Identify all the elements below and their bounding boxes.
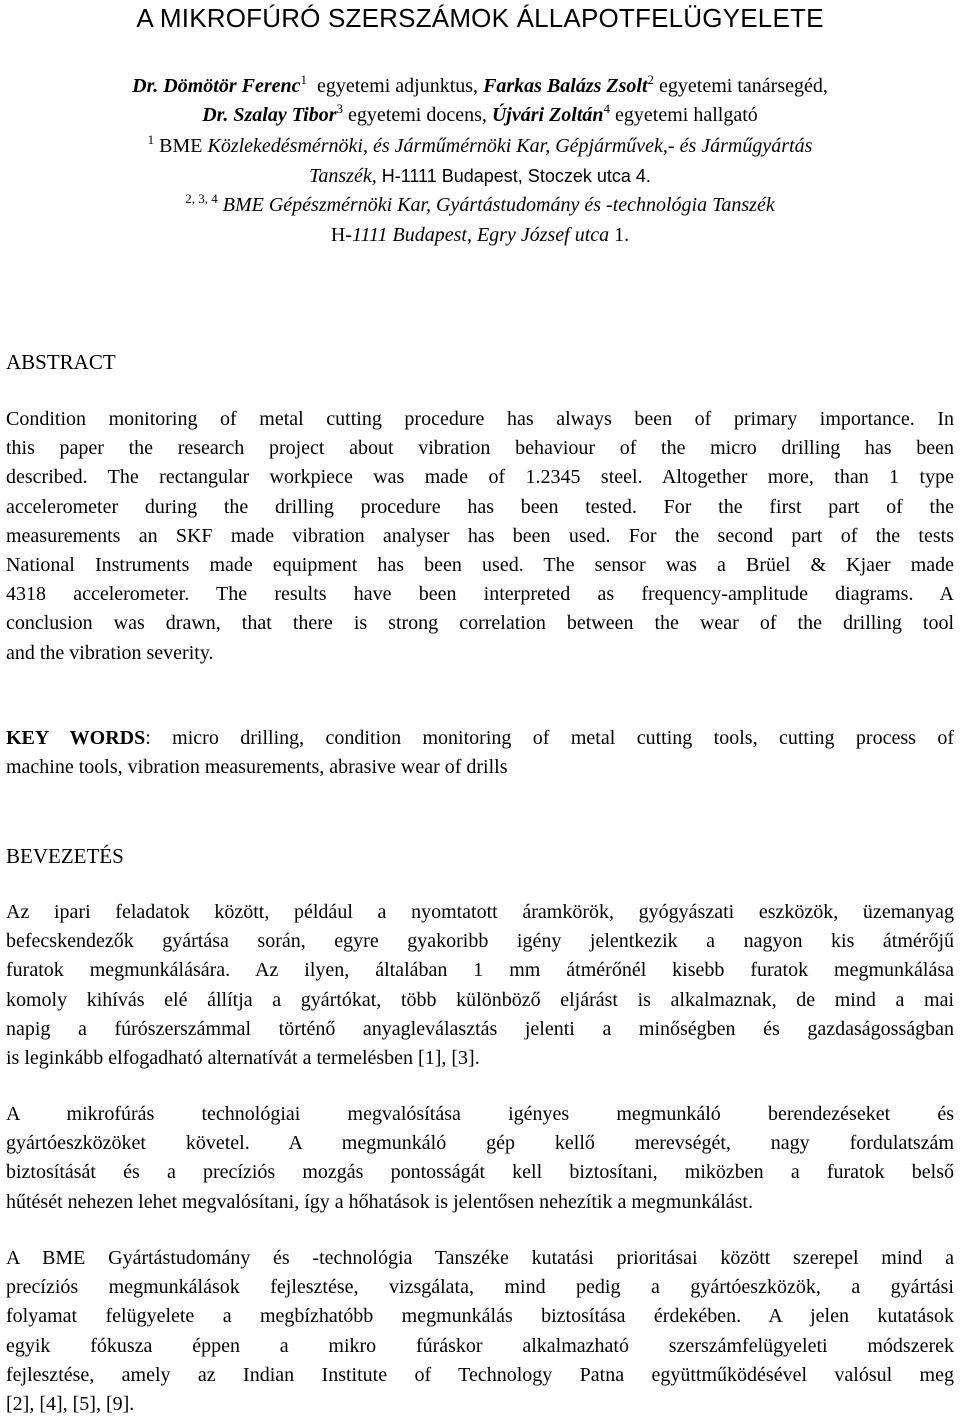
affiliation-address-1: H-1111 Budapest, Stoczek utca 4.	[381, 166, 651, 186]
paragraph-line: folyamat felügyelete a megbízhatóbb megmunkálás biztosítása érdekében. A jelen kutatások	[6, 1305, 954, 1328]
affiliation-address-prefix-2: H-	[330, 224, 352, 246]
paragraph-line: A mikrofúrás technológiai megvalósítása igényes megmunkáló berendezéseket és	[6, 1103, 954, 1125]
paragraph-line: biztosítását és a precíziós mozgás pontosságát kell biztosítani, miközben a furatok belső	[6, 1161, 954, 1184]
abstract-line: conclusion was drawn, that there is strong correlation between the wear of the drilling tool	[6, 612, 954, 635]
author-role-2: egyetemi tanársegéd,	[659, 75, 828, 97]
affiliation-faculty-1: Közlekedésmérnöki, és Járműmérnöki Kar, Gépjárművek,- és Járműgyártás	[207, 135, 813, 157]
intro-paragraph-3	[6, 1244, 954, 1419]
abstract-heading: ABSTRACT	[6, 350, 116, 374]
affiliation-address-2: 1111 Budapest, Egry József utca	[351, 224, 610, 246]
author-name-4: Újvári Zoltán	[491, 104, 604, 126]
author-sup-1: 1	[300, 72, 307, 87]
abstract-body	[6, 405, 954, 668]
author-name-2: Farkas Balázs Zsolt	[483, 75, 648, 97]
paragraph-line: befecskendezők gyártása során, egyre gyakoribb igény jelentkezik a nagyon kis átmérőjű	[6, 930, 954, 953]
author-name-3: Dr. Szalay Tibor	[202, 104, 337, 126]
intro-paragraph-1	[6, 898, 954, 1073]
author-sup-4: 4	[603, 101, 611, 116]
author-role-4: egyetemi hallgató	[615, 104, 758, 126]
abstract-line: Condition monitoring of metal cutting procedure has always been of primary importance. In	[6, 408, 954, 430]
paragraph-line: Az ipari feladatok között, például a nyomtatott áramkörök, gyógyászati eszközök, üzemanyag	[6, 901, 954, 923]
paragraph-line: [2], [4], [5], [9].	[6, 1393, 135, 1416]
author-line-2	[0, 99, 960, 132]
paragraph-line: gyártóeszközöket követel. A megmunkáló gép kellő merevségét, nagy fordulatszám	[6, 1132, 954, 1155]
introduction-heading: BEVEZETÉS	[6, 844, 124, 868]
abstract-line: described. The rectangular workpiece was made of 1.2345 steel. Altogether more, than 1 type	[6, 466, 954, 489]
paragraph-line: hűtését nehezen lehet megvalósítani, így a hőhatások is jelentősen nehezítik a megmunkálást.	[6, 1190, 753, 1213]
paragraph-line: komoly kihívás elé állítja a gyártókat, több különböző eljárást is alkalmaznak, de mind a mai	[6, 988, 954, 1011]
paper-title: A MIKROFÚRÓ SZERSZÁMOK ÁLLAPOTFELÜGYELETE	[136, 3, 824, 33]
affiliation-line-4	[0, 219, 960, 252]
abstract-line: this paper the research project about vibration behaviour of the micro drilling has been	[6, 437, 954, 460]
affiliation-sup-2: 2, 3, 4	[185, 191, 218, 206]
abstract-line: accelerometer during the drilling procedure has been tested. For the first part of the	[6, 495, 954, 518]
keywords-line-1	[6, 724, 954, 753]
abstract-line: and the vibration severity.	[6, 641, 214, 664]
keywords-text-1: : micro drilling, condition monitoring of metal cutting tools, cutting process of	[145, 727, 954, 749]
keywords-block	[6, 724, 954, 782]
keywords-line-2: machine tools, vibration measurements, abrasive wear of drills	[6, 756, 508, 779]
author-name-1: Dr. Dömötör Ferenc	[132, 75, 301, 97]
abstract-line: National Instruments made equipment has been used. The sensor was a Brüel & Kjaer made	[6, 554, 954, 577]
paragraph-line: precíziós megmunkálások fejlesztése, vizsgálata, mind pedig a gyártóeszközök, a gyártási	[6, 1276, 954, 1299]
affiliation-dept-1: Tanszék,	[309, 165, 377, 187]
affiliation-sup-1: 1	[147, 132, 155, 147]
abstract-line: measurements an SKF made vibration analyser has been used. For the second part of the tests	[6, 524, 954, 547]
author-sup-2: 2	[647, 72, 655, 87]
author-sup-3: 3	[336, 101, 344, 116]
affiliation-line-1	[0, 130, 960, 163]
keywords-label: KEY WORDS	[6, 727, 146, 749]
author-role-3: egyetemi docens,	[348, 104, 487, 126]
paragraph-line: napig a fúrószerszámmal történő anyagleválasztás jelenti a minőségben és gazdaságosságban	[6, 1017, 954, 1040]
paragraph-line: A BME Gyártástudomány és -technológia Tanszéke kutatási prioritásai között szerepel mind a	[6, 1247, 954, 1269]
paragraph-line: fejlesztése, amely az Indian Institute of Technology Patna együttműködésével valósul meg	[6, 1363, 954, 1386]
author-role-1: egyetemi adjunktus,	[316, 75, 479, 97]
abstract-line: 4318 accelerometer. The results have been interpreted as frequency-amplitude diagrams. A	[6, 583, 954, 606]
affiliation-bme-1: BME	[159, 135, 203, 157]
intro-paragraph-2	[6, 1100, 954, 1217]
author-block	[0, 70, 960, 252]
paragraph-line: egyik fókusza éppen a mikro fúráskor alkalmazható szerszámfelügyeleti módszerek	[6, 1334, 954, 1357]
affiliation-faculty-2: BME Gépészmérnöki Kar, Gyártástudomány és -technológia Tanszék	[222, 194, 775, 216]
paragraph-line: is leginkább elfogadható alternatívát a termelésben [1], [3].	[6, 1047, 480, 1070]
affiliation-address-suffix-2: 1.	[614, 224, 630, 246]
affiliation-line-3	[0, 189, 960, 222]
paragraph-line: furatok megmunkálására. Az ilyen, általában 1 mm átmérőnél kisebb furatok megmunkálása	[6, 959, 954, 982]
